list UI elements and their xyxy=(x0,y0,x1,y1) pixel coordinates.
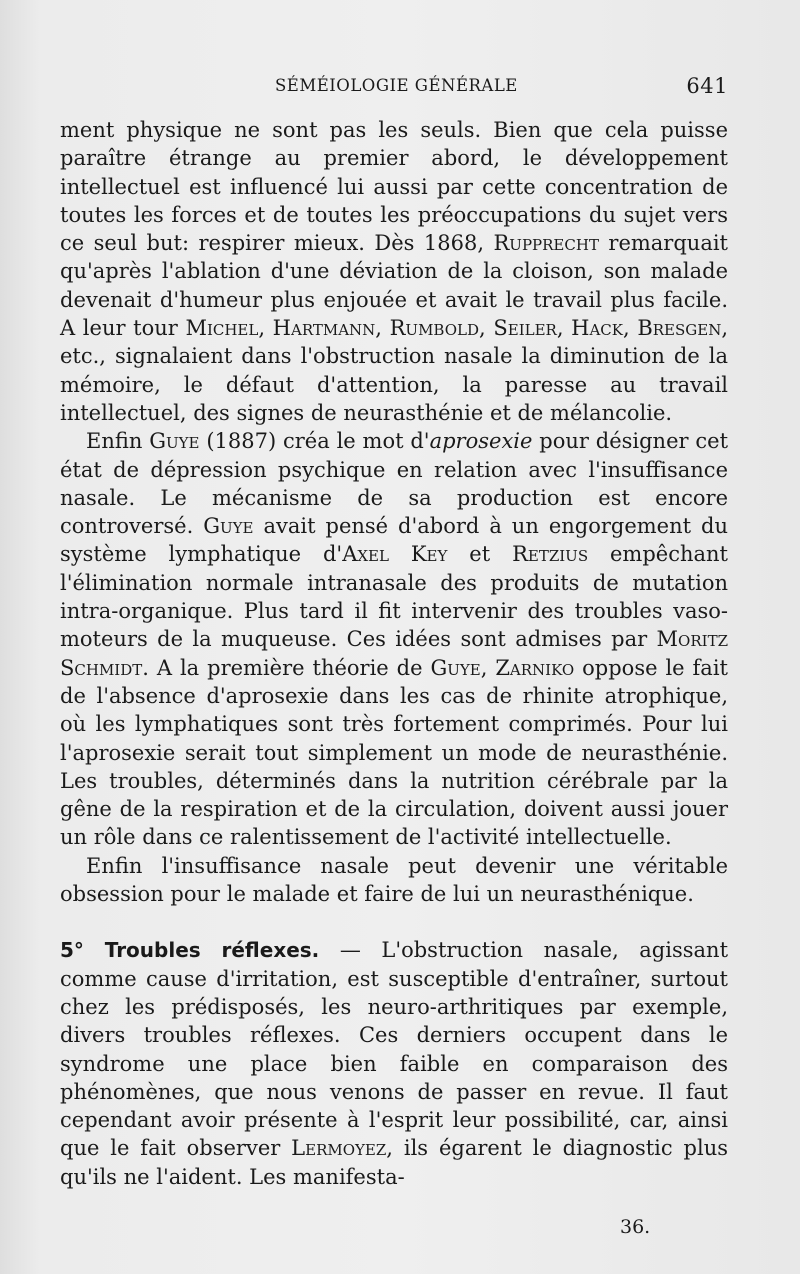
italic-term: aprosexie xyxy=(429,429,533,454)
author-name: Guye xyxy=(430,655,481,680)
author-name: Seiler xyxy=(493,316,557,341)
text-run: . A la première théorie de xyxy=(142,655,431,680)
signature-mark: 36. xyxy=(620,1216,651,1238)
paragraph xyxy=(60,852,728,909)
text-run: , xyxy=(375,316,390,341)
running-title: SÉMÉIOLOGIE GÉNÉRALE xyxy=(275,76,518,95)
text-run: , xyxy=(623,316,638,341)
author-name: Moritz Schmidt xyxy=(60,627,728,680)
author-name: Guye xyxy=(149,429,200,454)
text-run: , xyxy=(556,316,572,341)
author-name: Zarniko xyxy=(495,655,575,680)
text-run: Enfin l'insuffisance nasale peut devenir une véritable obsession pour le malade et faire de lui un neurasthénique. xyxy=(60,853,728,907)
section-heading: 5° Troubles réflexes. xyxy=(60,938,320,963)
text-run: , xyxy=(258,316,273,341)
author-name: Retzius xyxy=(512,542,589,567)
text-run: , xyxy=(480,655,496,680)
text-run: , etc., signalaient dans l'obstruction nasale la diminution de la mémoire, le défaut d'attention, la paresse au travail intellectuel, des signes de neurasthénie et de mélancolie. xyxy=(60,316,729,425)
text-run: — L'obstruction nasale, agissant comme cause d'irritation, est susceptible d'entraîner, surtout chez les prédisposés, les neuro-arthritiques par exemple, divers troubles réflexes. Ces derniers occupent dans le syndrome une place bien faible en comparaison des phénomènes, que nous venons de passer en revue. Il faut cependant avoir présente à l'esprit leur possibilité, car, ainsi que le fait observer xyxy=(60,938,729,1161)
author-name: Bresgen xyxy=(637,316,722,341)
text-run: et xyxy=(447,542,513,567)
author-name: Hartmann xyxy=(272,316,376,341)
author-name: Axel Key xyxy=(342,542,448,567)
author-name: Lermoyez xyxy=(291,1136,387,1161)
text-run: Enfin xyxy=(86,429,150,454)
text-run: empêchant l'élimination normale intranasale des produits de mutation intra-organique. Plus tard il fit intervenir des troubles vaso-moteurs de la muqueuse. Ces idées sont admises par xyxy=(60,542,728,652)
running-header xyxy=(60,74,728,104)
paragraph xyxy=(60,116,728,427)
body-text xyxy=(60,116,728,1191)
author-name: Rumbold xyxy=(389,316,480,341)
page-number: 641 xyxy=(686,74,728,98)
author-name: Guye xyxy=(203,514,254,539)
section-paragraph xyxy=(60,936,728,1191)
text-run: remarquait qu'après l'ablation d'une déviation de la cloison, son malade devenait d'humeur plus enjouée et avait le travail plus facile. A leur tour xyxy=(60,231,728,341)
text-run: (1887) créa le mot d' xyxy=(199,429,430,454)
text-run: ment physique ne sont pas les seuls. Bien que cela puisse paraître étrange au premier abord, le développement intellectuel est influencé lui aussi par cette concentration de toutes les forces et de toutes les préoccupations du sujet vers ce seul but: respirer mieux. Dès 1868, xyxy=(60,118,728,256)
author-name: Michel xyxy=(185,316,259,341)
author-name: Rupprecht xyxy=(493,231,599,256)
paragraph xyxy=(60,427,728,851)
text-run: oppose le fait de l'absence d'aprosexie dans les cas de rhinite atrophique, où les lymphatiques sont très fortement comprimés. Pour lui l'aprosexie serait tout simplement un mode de neurasthénie. Les troubles, déterminés dans la nutrition cérébrale par la gêne de la respiration et de la circulation, doivent aussi jouer un rôle dans ce ralentissement de l'activité intellectuelle. xyxy=(60,655,728,850)
author-name: Hack xyxy=(571,316,623,341)
text-run: avait pensé d'abord à un engorgement du système lymphatique d' xyxy=(60,514,729,567)
text-run: pour désigner cet état de dépression psychique en relation avec l'insuffisance nasale. Le mécanisme de sa production est encore controversé. xyxy=(60,429,729,539)
text-run: , ils égarent le diagnostic plus qu'ils ne l'aident. Les manifesta- xyxy=(60,1136,728,1189)
text-run: , xyxy=(479,316,494,341)
